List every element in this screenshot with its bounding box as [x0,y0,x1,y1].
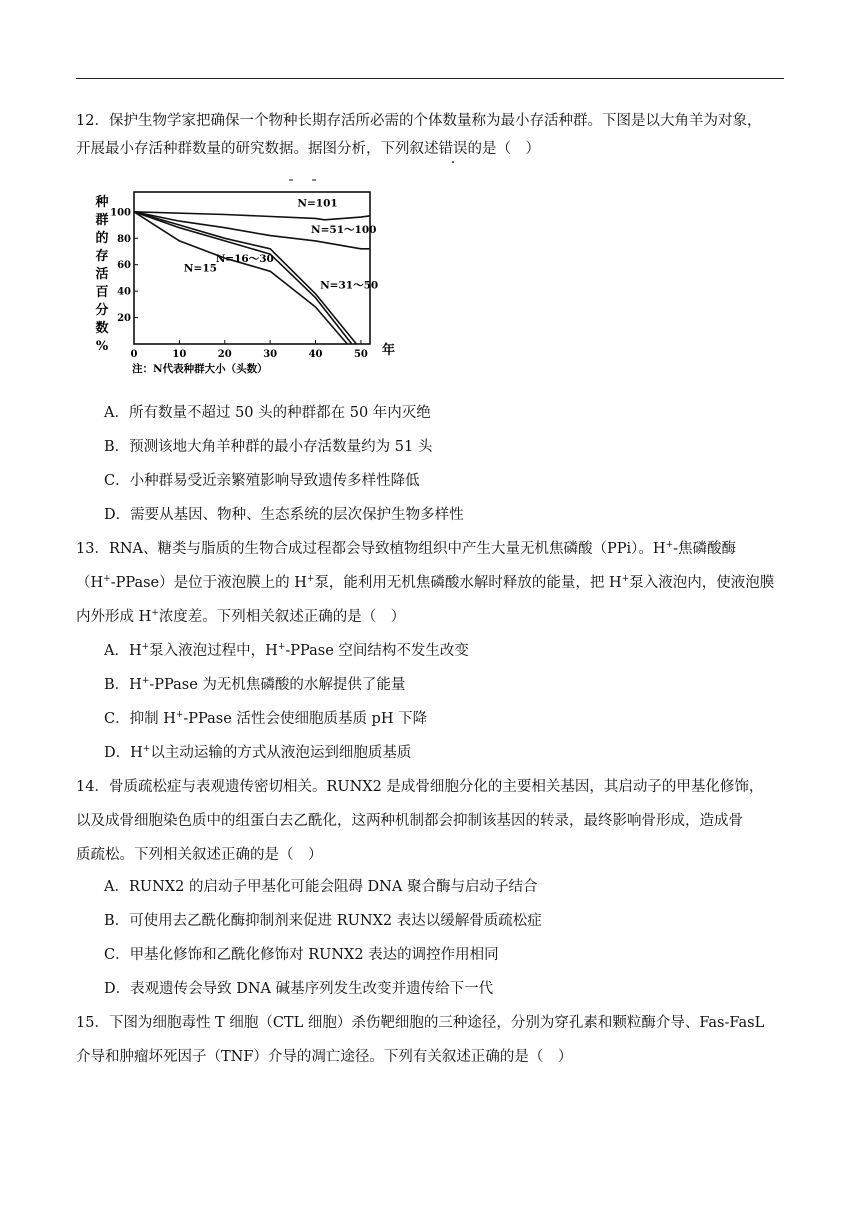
q13-opt-text: 以主动运输的方式从液泡运到细胞质基质 [150,745,412,761]
y-label-char: 数 [95,321,109,336]
q13-opt-text: C．抑制 H [104,711,176,727]
q13-text: -焦磷酸酶 [673,541,737,557]
q13-option-b[interactable] [104,674,405,696]
y-tick-label: 100 [110,207,131,219]
q12-option-a[interactable]: A．所有数量不超过 50 头的种群都在 50 年内灭绝 [104,405,431,421]
y-label-char: 群 [95,213,109,228]
y-label-char: 分 [95,303,109,318]
series-label-3: N=31～50 [320,279,379,292]
q12-option-b[interactable]: B．预测该地大角羊种群的最小存活数量约为 51 头 [104,439,433,455]
header-rule [76,78,784,79]
y-label-char: 存 [95,249,109,264]
y-tick-label: 40 [117,286,131,298]
q13-stem-line3 [76,606,405,628]
q12-stem-line2 [76,138,540,160]
q14-option-b[interactable]: B．可使用去乙酰化酶抑制剂来促进 RUNX2 表达以缓解骨质疏松症 [104,913,542,929]
x-tick-label: 30 [263,349,278,360]
x-tick-label: 40 [308,349,323,360]
y-axis-label [94,194,109,354]
q13-sup: + [103,574,111,584]
q13-sup: + [277,642,286,652]
x-axis-label: 年 [382,343,396,358]
x-tick-label: 50 [353,349,368,360]
q12-stem-line1: 12．保护生物学家把确保一个物种长期存活所必需的个体数量称为最小存活种群。下图是以大角羊为对象， [76,113,762,129]
q13-opt-text: D．H [104,745,143,761]
q13-text: -PPase）是位于液泡膜上的 H [110,575,307,591]
q13-sup: + [142,744,151,754]
x-tick-label: 20 [217,349,232,360]
y-label-char: 的 [95,231,109,246]
x-tick-label: 10 [172,349,187,360]
q13-text: 内外形成 H [76,609,152,625]
y-tick-label: 80 [117,233,131,245]
q13-sup: + [306,574,315,584]
survival-chart [92,174,412,384]
chart-note: 注：N代表种群大小（头数） [132,363,268,375]
series-label-4: N=15 [183,262,217,275]
q14-option-a[interactable]: A．RUNX2 的启动子甲基化可能会阻碍 DNA 聚合酶与启动子结合 [104,879,538,895]
q13-stem-line1 [76,538,736,560]
q13-opt-text: -PPase 为无机焦磷酸的水解提供了能量 [149,677,406,693]
q12-option-d[interactable]: D．需要从基因、物种、生态系统的层次保护生物多样性 [104,507,464,523]
q14-stem-line2: 以及成骨细胞染色质中的组蛋白去乙酰化，这两种机制都会抑制该基因的转录，最终影响骨形成，造成骨 [76,813,743,829]
q15-stem-line2: 介导和肿瘤坏死因子（TNF）介导的凋亡途径。下列有关叙述正确的是（ ） [76,1049,573,1065]
q13-stem-line2 [76,572,774,594]
q13-sup: + [175,710,184,720]
series-label-2: N=16～30 [215,253,274,266]
q14-option-c[interactable]: C．甲基化修饰和乙酰化修饰对 RUNX2 表达的调控作用相同 [104,947,499,963]
y-tick-label: 20 [117,313,131,325]
q13-opt-text: -PPase 空间结构不发生改变 [285,643,469,659]
q13-option-d[interactable] [104,742,411,764]
q13-text: 泵，能利用无机焦磷酸水解时释放的能量，把 H [314,575,622,591]
q12-option-c[interactable]: C．小种群易受近亲繁殖影响导致遗传多样性降低 [104,473,420,489]
y-label-char: % [95,339,109,354]
q14-stem-line1: 14．骨质疏松症与表观遗传密切相关。RUNX2 是成骨细胞分化的主要相关基因，其启动子的甲基化修饰， [76,779,764,795]
q13-opt-text: 泵入液泡过程中，H [149,643,278,659]
q13-opt-text: -PPase 活性会使细胞质基质 pH 下降 [183,711,428,727]
q12-emphasis-word: 错误 [438,141,468,157]
q13-sup: + [665,540,674,550]
q14-stem-line3: 质疏松。下列相关叙述正确的是（ ） [76,847,323,863]
q14-option-d[interactable]: D．表观遗传会导致 DNA 碱基序列发生改变并遗传给下一代 [104,981,494,997]
q13-sup: + [151,608,159,618]
q12-stem-text: 开展最小存活种群数量的研究数据。据图分析，下列叙述 [76,141,439,157]
q13-option-a[interactable] [104,640,469,662]
q13-opt-text: B．H [104,677,142,693]
series-label-0: N=101 [297,197,338,210]
q15-stem-line1: 15．下图为细胞毒性 T 细胞（CTL 细胞）杀伤靶细胞的三种途径，分别为穿孔素和颗粒酶介导、Fas-FasL [76,1015,765,1031]
y-label-char: 活 [95,267,109,282]
q13-text: 泵入液泡内，使液泡膜 [629,575,775,591]
q13-sup: + [621,574,630,584]
q13-text: 13．RNA、糖类与脂质的生物合成过程都会导致植物组织中产生大量无机焦磷酸（PPi）。H [76,541,666,557]
q12-stem-end: 的是（ ） [467,141,540,157]
series-label-1: N=51～100 [311,223,377,236]
y-label-char: 百 [95,285,109,300]
q13-option-c[interactable] [104,708,427,730]
q13-text: 浓度差。下列相关叙述正确的是（ ） [158,609,406,625]
x-tick-label: 0 [130,349,138,360]
q13-sup: + [141,676,150,686]
y-tick-label: 60 [117,260,131,272]
y-label-char: 种 [95,195,109,210]
q13-text: （H [76,575,104,591]
q13-sup: + [141,642,150,652]
q13-opt-text: A．H [104,643,142,659]
